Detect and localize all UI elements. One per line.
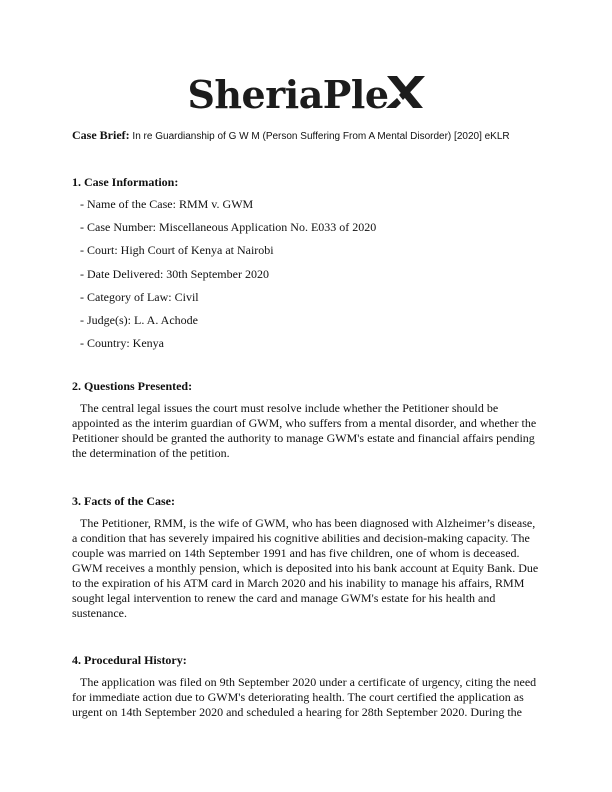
case-information-list [72,197,542,350]
list-item: - Court: High Court of Kenya at Nairobi [80,243,274,258]
logo-x-mark-icon [385,74,425,110]
case-brief-title [72,128,542,143]
procedural-history-text: The application was filed on 9th September 2020 under a certificate of urgency, citing the need for immediate action due to GWM's deteriorating health. The court certified the application as urgent on 14th September 2020 and scheduled a hearing for 28th September 2020. During the [72,675,537,719]
list-item: - Judge(s): L. A. Achode [80,312,198,327]
list-item: - Date Delivered: 30th September 2020 [80,266,269,281]
questions-presented-text: The central legal issues the court must resolve include whether the Petitioner should be appointed as the interim guardian of GWM, who suffers from a mental disorder, and whether the Petitioner should be granted the authority to manage GWM's estate and financial affairs pending the determination of the petition. [72,401,537,460]
list-item: - Country: Kenya [80,336,164,351]
procedural-history-section [72,653,542,720]
case-information-section [72,175,542,359]
list-item: - Case Number: Miscellaneous Application No. E033 of 2020 [80,220,377,235]
case-information-heading: 1. Case Information: [72,175,179,189]
list-item: - Name of the Case: RMM v. GWM [80,197,254,211]
facts-text: The Petitioner, RMM, is the wife of GWM, who has been diagnosed with Alzheimer’s disease, a condition that has severely impaired his cognitive abilities and decision-making capacity. The couple was married on 14th September 1991 and has five children, one of whom is deceased. GWM receives a monthly pension, which is deposited into his bank account at Equity Bank. Due to the expiration of his ATM card in March 2020 and his inability to manage his affairs, RMM sought legal intervention to renew the card and manage GWM's estate for his health and sustenance. [72,516,539,620]
logo-wordmark: SheriaPle [187,72,389,117]
procedural-history-heading: 4. Procedural History: [72,653,187,667]
case-brief-label: Case Brief: [72,128,130,142]
facts-heading: 3. Facts of the Case: [72,494,175,508]
case-brief-text: In re Guardianship of G W M (Person Suffering From A Mental Disorder) [2020] eKLR [129,131,510,142]
facts-section [72,494,542,621]
questions-presented-section [72,379,542,461]
questions-presented-heading: 2. Questions Presented: [72,379,193,393]
list-item: - Category of Law: Civil [80,289,199,304]
sheriaplex-logo [0,72,612,122]
